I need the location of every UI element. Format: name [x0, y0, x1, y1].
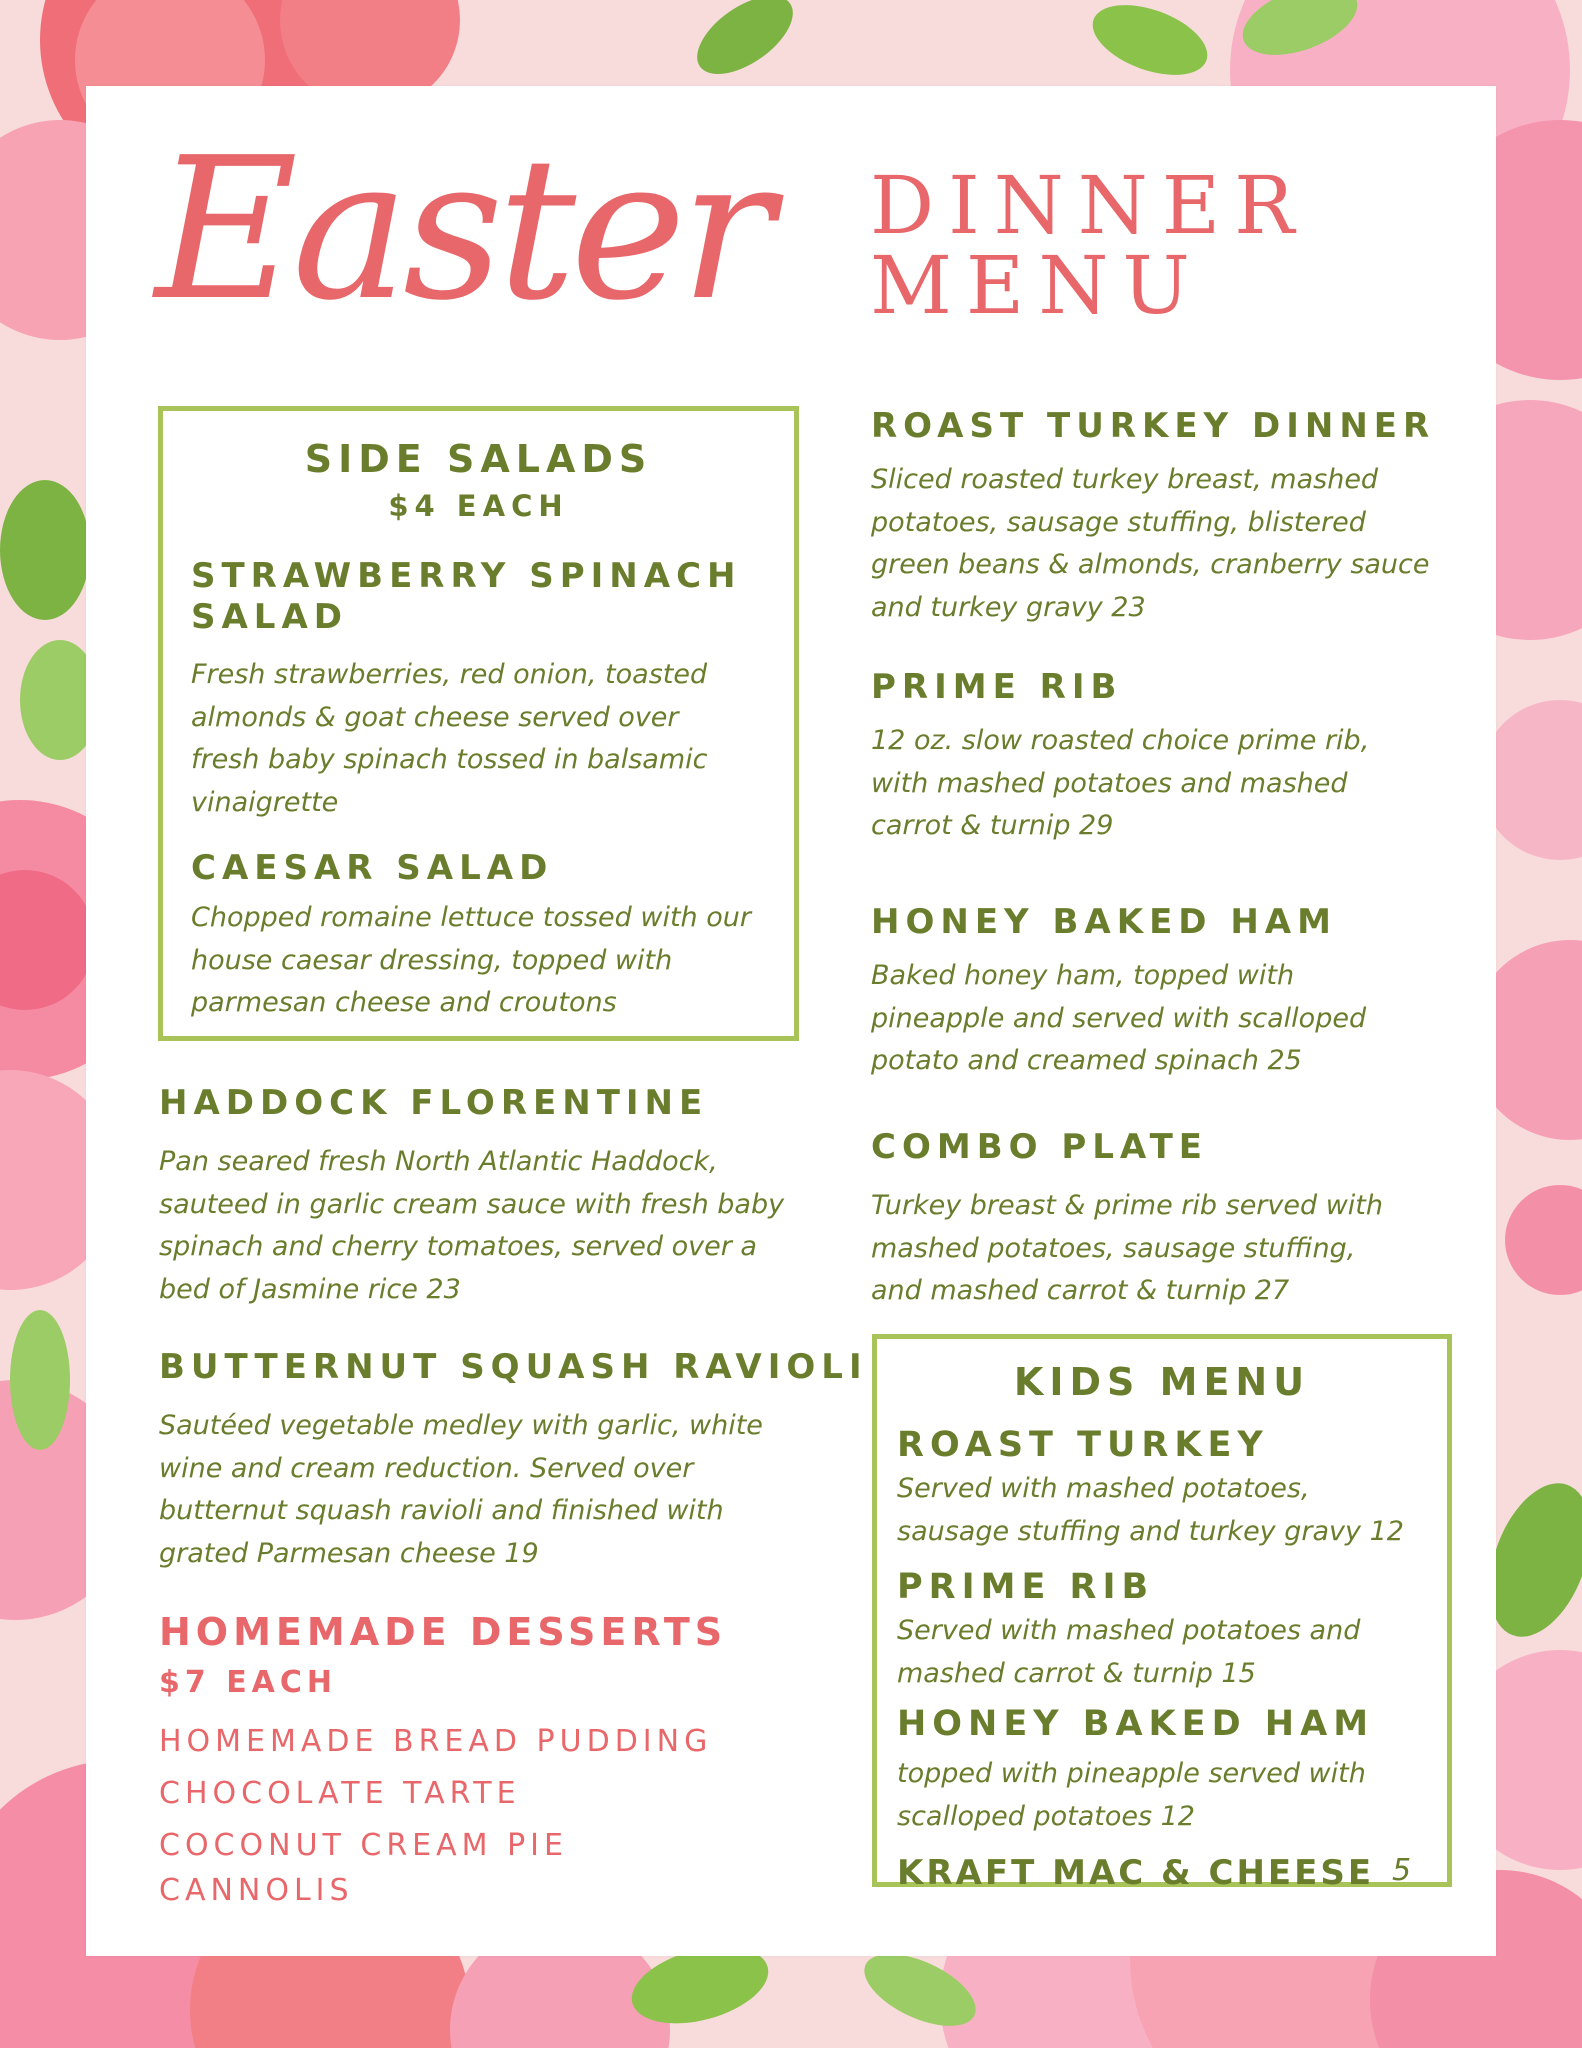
menu-item-description: Sliced roasted turkey breast, mashed potatoes, sausage stuffing, blistered green beans & almonds, cranberry sauce and turkey gravy 23 — [871, 464, 1430, 623]
kids-item-description: Served with mashed potatoes and mashed carrot & turnip 15 — [897, 1615, 1361, 1689]
menu-item-description: Baked honey ham, topped with pineapple and served with scalloped potato and creamed spinach 25 — [871, 960, 1367, 1077]
dessert-item: CHOCOLATE TARTE — [159, 1776, 521, 1811]
desserts-price: $7 EACH — [159, 1665, 338, 1700]
menu-item-description: 12 oz. slow roasted choice prime rib, with mashed potatoes and mashed carrot & turnip 29 — [871, 725, 1370, 842]
title-dinner: DINNER — [870, 159, 1309, 252]
menu-item-name: HONEY BAKED HAM — [871, 902, 1337, 942]
dessert-item: COCONUT CREAM PIE — [159, 1828, 568, 1863]
side-salads-heading: SIDE SALADS — [304, 437, 653, 481]
title-script: Easter — [155, 116, 768, 344]
dessert-item: CANNOLIS — [159, 1873, 354, 1908]
kids-item-price: 5 — [1392, 1853, 1412, 1888]
menu-item-description: Sautéed vegetable medley with garlic, white wine and cream reduction. Served over butternut squash ravioli and finished with grated Parmesan cheese 19 — [159, 1410, 763, 1569]
menu-item-description: Pan seared fresh North Atlantic Haddock, sauteed in garlic cream sauce with fresh baby spinach and cherry tomatoes, served over a bed of Jasmine rice 23 — [159, 1146, 785, 1305]
kids-item-name: HONEY BAKED HAM — [897, 1704, 1375, 1744]
kids-menu-heading: KIDS MENU — [1013, 1360, 1311, 1404]
menu-item-description: Chopped romaine lettuce tossed with our house caesar dressing, topped with parmesan cheese and croutons — [191, 902, 751, 1019]
menu-item-name: CAESAR SALAD — [191, 848, 554, 888]
desserts-heading: HOMEMADE DESSERTS — [159, 1610, 728, 1654]
side-salads-price: $4 EACH — [388, 489, 569, 523]
menu-item-name: PRIME RIB — [871, 667, 1123, 707]
kids-item-name: KRAFT MAC & CHEESE — [897, 1853, 1375, 1893]
menu-item-name: COMBO PLATE — [871, 1127, 1209, 1167]
kids-item-description: Served with mashed potatoes, sausage stuffing and turkey gravy 12 — [897, 1473, 1404, 1547]
dessert-item: HOMEMADE BREAD PUDDING — [159, 1724, 713, 1759]
menu-item-name: HADDOCK FLORENTINE — [159, 1083, 709, 1123]
kids-item-description: topped with pineapple served with scalloped potatoes 12 — [897, 1758, 1366, 1832]
kids-item-name: ROAST TURKEY — [897, 1425, 1269, 1465]
title-menu: MENU — [870, 239, 1204, 332]
kids-item-name: PRIME RIB — [897, 1567, 1155, 1607]
menu-item-description: Turkey breast & prime rib served with mashed potatoes, sausage stuffing, and mashed carrot & turnip 27 — [871, 1190, 1383, 1307]
menu-item-name: ROAST TURKEY DINNER — [871, 406, 1436, 446]
menu-item-name: STRAWBERRY SPINACH SALAD — [191, 556, 742, 637]
menu-item-name: BUTTERNUT SQUASH RAVIOLI — [159, 1347, 868, 1387]
menu-item-description: Fresh strawberries, red onion, toasted almonds & goat cheese served over fresh baby spinach tossed in balsamic vinaigrette — [191, 659, 708, 818]
